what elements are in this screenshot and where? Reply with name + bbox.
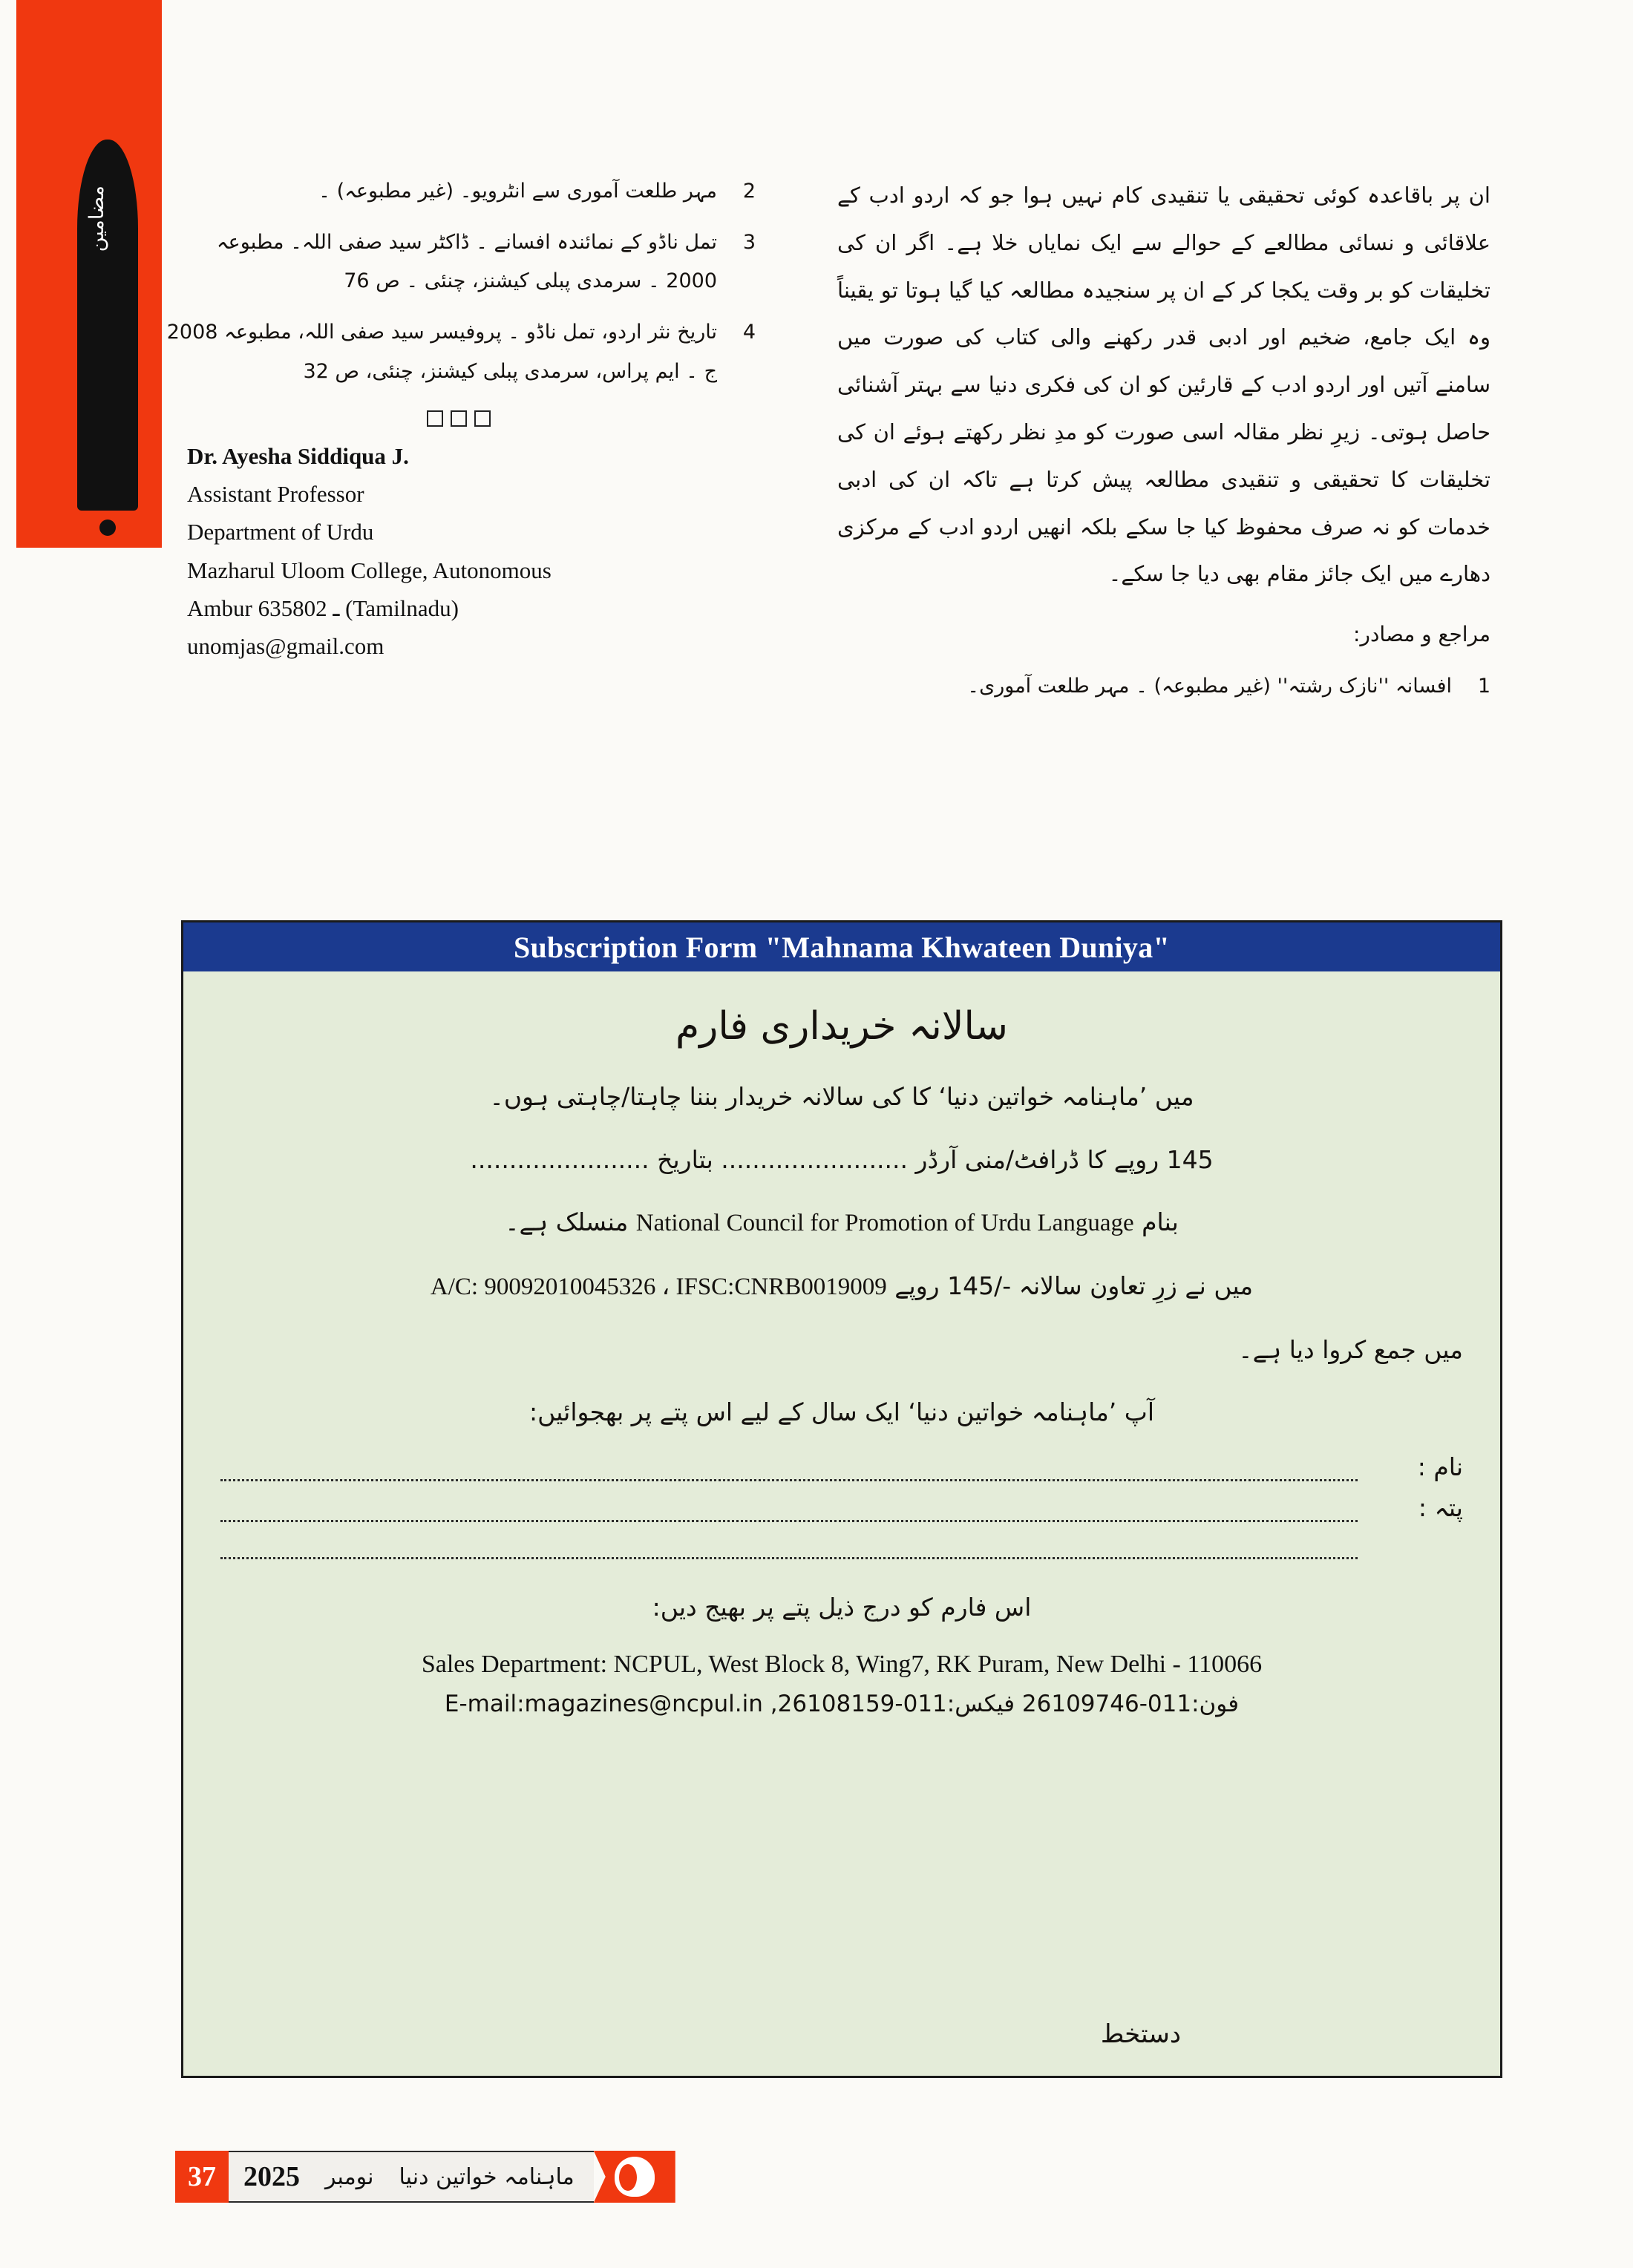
ornament-square (427, 410, 443, 427)
ornament-square (451, 410, 467, 427)
author-college: Mazharul Uloom College, Autonomous (187, 557, 552, 583)
address-field-row[interactable] (220, 1493, 1463, 1522)
address-field-row-2[interactable] (220, 1534, 1463, 1559)
reference-number: 2 (742, 180, 756, 203)
article-left-column (162, 172, 756, 665)
payee-line (220, 1199, 1463, 1247)
article-paragraph: ان پر باقاعدہ کوئی تحقیقی یا تنقیدی کام نہیں ہوا جو کہ اردو ادب کے علاقائی و نسائی مطالعے کے حوالے سے ایک نمایاں خلا ہے۔ اگر ان کی تخلیقات کو بر وقت یکجا کر کے ان پر سنجیدہ مطالعہ کیا گیا ہوتا تو یقیناً وہ ایک جامع، ضخیم اور ادبی قدر رکھنے والی کتاب کی صورت میں سامنے آتیں اور اردو ادب کے قارئین کو ان کی فکری دنیا سے بہتر آشنائی حاصل ہوتی۔ زیرِ نظر مقالہ اسی صورت کو مدِ نظر رکھتے ہوئے ان کی تخلیقات کا تحقیقی و تنقیدی مطالعہ پیش کرتا ہے تاکہ ان کی ادبی خدمات کو نہ صرف محفوظ کیا جا سکے بلکہ انھیں اردو ادب کے مرکزی دھارے میں ایک جائز مقام بھی دیا جا سکے۔ (837, 183, 1490, 587)
subscription-intent-line: میں ’ماہنامہ خواتین دنیا‘ کا کی سالانہ خریدار بننا چاہتا/چاہتی ہوں۔ (489, 1082, 1194, 1111)
reference-item (837, 666, 1490, 707)
author-designation: Assistant Professor (187, 481, 364, 508)
reference-text: تمل ناڈو کے نمائندہ افسانے ۔ ڈاکٹر سید صفی اللہ۔ مطبوعہ 2000 ۔ سرمدی پبلی کیشنز، چنئی ۔ ص 76 (216, 230, 717, 293)
subscription-form-heading: سالانہ خریداری فارم (675, 1004, 1008, 1049)
woman-silhouette-icon (615, 2157, 655, 2197)
footer-magazine-name: ماہنامہ خواتین دنیا (399, 2163, 575, 2190)
address-input[interactable] (220, 1497, 1358, 1522)
author-name: Dr. Ayesha Siddiqua J. (187, 443, 409, 470)
subscription-form-body (183, 971, 1500, 2076)
name-field-row[interactable] (220, 1452, 1463, 1481)
date-label: بتاریخ (657, 1144, 713, 1174)
payee-organisation: National Council for Promotion of Urdu Language (635, 1210, 1134, 1237)
name-input[interactable] (220, 1456, 1358, 1481)
reference-item (162, 313, 756, 391)
reference-text: مہر طلعت آموری سے انٹرویو۔ (غیر مطبوعہ) ۔ (318, 180, 717, 203)
article-right-column (837, 172, 1490, 707)
reference-text: افسانہ ''نازک رشتہ'' (غیر مطبوعہ) ۔ مہر طلعت آموری۔ (967, 674, 1452, 698)
address-field-label: پتہ : (1418, 1493, 1463, 1523)
dotted-fill: ....................... (470, 1144, 649, 1174)
payee-suffix: منسلک ہے۔ (505, 1207, 629, 1237)
address-input-line2[interactable] (220, 1534, 1358, 1559)
name-field-label: نام : (1417, 1452, 1463, 1482)
payee-prefix: بنام (1142, 1207, 1179, 1237)
reference-item (162, 223, 756, 301)
ornament-square (474, 410, 491, 427)
deposit-line: میں جمع کروا دیا ہے۔ (1238, 1334, 1463, 1364)
reference-number: 4 (742, 320, 756, 344)
magazine-logo-icon (594, 2151, 675, 2203)
draft-amount-text: 145 روپے کا ڈرافٹ/منی آرڈر (915, 1144, 1214, 1174)
office-address: Sales Department: NCPUL, West Block 8, Wing7, RK Puram, New Delhi - 110066 (421, 1650, 1263, 1678)
article-body (162, 172, 1490, 885)
footer-year: 2025 (243, 2161, 300, 2192)
page-number: 37 (175, 2151, 229, 2203)
author-address: Ambur ـ 635802 (Tamilnadu) (187, 594, 459, 621)
contact-details: فون:011-26109746 فیکس:011-26108159, E-mail:magazines@ncpul.in (444, 1690, 1240, 1717)
subscription-form-title: Subscription Form "Mahnama Khwateen Duniya" (183, 922, 1500, 971)
author-email: unomjas@gmail.com (187, 632, 384, 659)
author-department: Department of Urdu (187, 519, 374, 545)
footer-month: نومبر (325, 2163, 374, 2190)
send-form-line: اس فارم کو درج ذیل پتے پر بھیج دیں: (652, 1593, 1032, 1622)
delivery-address-instruction: آپ ’ماہنامہ خواتین دنیا‘ ایک سال کے لیے اس پتے پر بھجوائیں: (528, 1397, 1155, 1427)
left-bar-label: مضامین (85, 186, 108, 252)
references-heading: مراجع و مصادر: (1353, 622, 1490, 647)
signature-label: دستخط (1100, 2019, 1181, 2049)
account-details: A/C: 90092010045326 ، IFSC:CNRB0019009 (430, 1274, 887, 1301)
dotted-fill: ........................ (721, 1144, 909, 1174)
footer-bar (229, 2151, 594, 2203)
subscription-form (181, 920, 1502, 2078)
reference-text: تاریخ نثر اردو، تمل ناڈو ۔ پروفیسر سید صفی اللہ، مطبوعہ 2008 ج ۔ ایم پراس، سرمدی پبلی کیشنز، چنئی، ص 32 (166, 320, 717, 383)
subscription-amount-text: میں نے زرِ تعاون سالانہ -/145 روپے (894, 1271, 1254, 1301)
draft-amount-line (220, 1137, 1463, 1184)
reference-number: 3 (742, 230, 756, 254)
reference-item (162, 172, 756, 212)
left-decorative-bar (16, 0, 162, 548)
page-footer (175, 2151, 675, 2203)
reference-number: 1 (1477, 674, 1490, 698)
section-end-ornament (162, 410, 756, 427)
account-line (220, 1263, 1463, 1311)
author-details (162, 437, 756, 665)
